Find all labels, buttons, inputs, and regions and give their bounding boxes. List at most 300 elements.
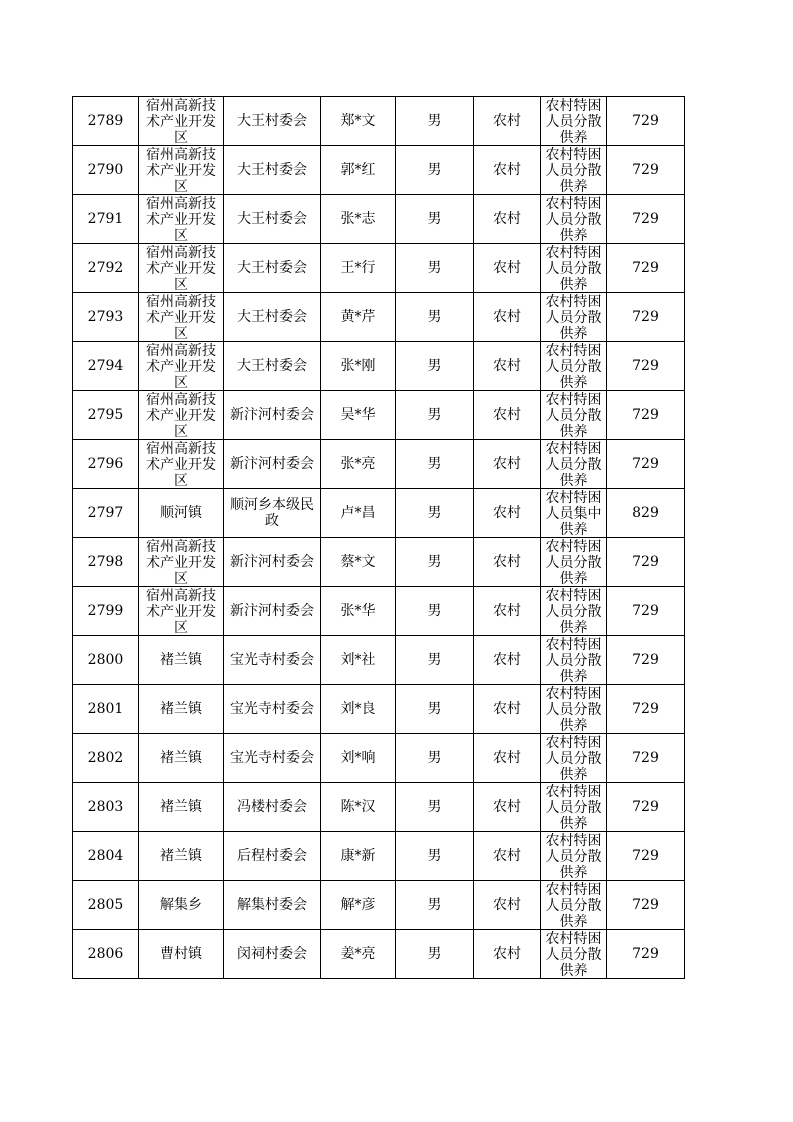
cell-number xyxy=(73,734,139,783)
cell-amount xyxy=(607,538,685,587)
cell-category-text: 农村特困人员分散供养 xyxy=(545,588,602,634)
cell-village-text: 冯楼村委会 xyxy=(237,799,307,815)
cell-town-text: 宿州高新技术产业开发区 xyxy=(146,539,216,585)
cell-town-text: 顺河镇 xyxy=(160,505,202,521)
cell-name xyxy=(321,440,396,489)
cell-gender-text: 男 xyxy=(427,799,442,815)
cell-gender xyxy=(396,97,474,146)
cell-village-text: 新汴河村委会 xyxy=(230,456,314,472)
cell-village-text: 后程村委会 xyxy=(237,848,307,864)
cell-category xyxy=(541,734,607,783)
table-row xyxy=(73,342,685,391)
cell-name xyxy=(321,489,396,538)
cell-village xyxy=(224,97,321,146)
cell-name-text: 张*刚 xyxy=(340,358,376,374)
cell-town-text: 褚兰镇 xyxy=(160,799,202,815)
cell-category xyxy=(541,97,607,146)
cell-amount xyxy=(607,930,685,979)
table-row xyxy=(73,636,685,685)
table-row xyxy=(73,881,685,930)
cell-village-text: 大王村委会 xyxy=(237,260,307,276)
cell-number-text: 2798 xyxy=(87,554,124,570)
cell-gender xyxy=(396,734,474,783)
cell-amount xyxy=(607,244,685,293)
cell-name xyxy=(321,881,396,930)
cell-village xyxy=(224,538,321,587)
cell-number-text: 2803 xyxy=(87,799,124,815)
cell-town xyxy=(139,146,224,195)
cell-number xyxy=(73,440,139,489)
cell-category xyxy=(541,391,607,440)
cell-village-text: 大王村委会 xyxy=(237,211,307,227)
cell-category-text: 农村特困人员分散供养 xyxy=(545,539,602,585)
table-row xyxy=(73,538,685,587)
cell-amount xyxy=(607,293,685,342)
cell-residence xyxy=(474,244,541,293)
cell-residence xyxy=(474,685,541,734)
cell-amount-text: 729 xyxy=(632,162,659,178)
cell-amount xyxy=(607,783,685,832)
table-row xyxy=(73,440,685,489)
table-row xyxy=(73,734,685,783)
cell-number-text: 2794 xyxy=(87,358,124,374)
cell-category-text: 农村特困人员分散供养 xyxy=(545,882,602,928)
cell-category-text: 农村特困人员集中供养 xyxy=(545,490,602,536)
cell-name xyxy=(321,636,396,685)
cell-category xyxy=(541,146,607,195)
cell-number xyxy=(73,783,139,832)
cell-town xyxy=(139,636,224,685)
cell-number xyxy=(73,97,139,146)
cell-residence xyxy=(474,881,541,930)
cell-number xyxy=(73,881,139,930)
cell-gender-text: 男 xyxy=(427,309,442,325)
cell-number-text: 2796 xyxy=(87,456,124,472)
cell-residence xyxy=(474,97,541,146)
cell-amount-text: 729 xyxy=(632,554,659,570)
cell-number-text: 2795 xyxy=(87,407,124,423)
table-row xyxy=(73,146,685,195)
cell-town-text: 宿州高新技术产业开发区 xyxy=(146,588,216,634)
cell-category-text: 农村特困人员分散供养 xyxy=(545,98,602,144)
cell-category xyxy=(541,244,607,293)
cell-gender xyxy=(396,881,474,930)
cell-number xyxy=(73,587,139,636)
table-row xyxy=(73,489,685,538)
cell-town-text: 褚兰镇 xyxy=(160,652,202,668)
cell-village-text: 新汴河村委会 xyxy=(230,554,314,570)
cell-town-text: 解集乡 xyxy=(160,897,202,913)
cell-amount xyxy=(607,342,685,391)
cell-town-text: 宿州高新技术产业开发区 xyxy=(146,147,216,193)
cell-town xyxy=(139,832,224,881)
cell-gender-text: 男 xyxy=(427,211,442,227)
cell-name-text: 郭*红 xyxy=(340,162,376,178)
cell-gender-text: 男 xyxy=(427,358,442,374)
cell-town xyxy=(139,930,224,979)
cell-residence xyxy=(474,342,541,391)
cell-gender-text: 男 xyxy=(427,946,442,962)
cell-amount xyxy=(607,489,685,538)
cell-category xyxy=(541,832,607,881)
cell-amount-text: 729 xyxy=(632,113,659,129)
cell-number-text: 2801 xyxy=(87,701,124,717)
cell-residence xyxy=(474,489,541,538)
cell-town xyxy=(139,685,224,734)
cell-residence-text: 农村 xyxy=(493,946,521,962)
cell-amount xyxy=(607,832,685,881)
cell-amount-text: 729 xyxy=(632,652,659,668)
cell-category-text: 农村特困人员分散供养 xyxy=(545,343,602,389)
cell-village xyxy=(224,244,321,293)
cell-gender xyxy=(396,538,474,587)
cell-gender xyxy=(396,146,474,195)
cell-amount-text: 729 xyxy=(632,848,659,864)
cell-number xyxy=(73,391,139,440)
cell-amount xyxy=(607,440,685,489)
cell-amount xyxy=(607,587,685,636)
cell-residence xyxy=(474,440,541,489)
cell-village-text: 大王村委会 xyxy=(237,162,307,178)
cell-name xyxy=(321,97,396,146)
cell-amount-text: 729 xyxy=(632,358,659,374)
cell-name-text: 郑*文 xyxy=(340,113,376,129)
cell-gender-text: 男 xyxy=(427,505,442,521)
cell-number xyxy=(73,293,139,342)
table-row xyxy=(73,930,685,979)
cell-gender xyxy=(396,930,474,979)
cell-village-text: 大王村委会 xyxy=(237,358,307,374)
cell-number xyxy=(73,146,139,195)
cell-name xyxy=(321,293,396,342)
table-row xyxy=(73,587,685,636)
cell-town xyxy=(139,587,224,636)
cell-village-text: 闵祠村委会 xyxy=(237,946,307,962)
cell-town xyxy=(139,783,224,832)
cell-residence-text: 农村 xyxy=(493,407,521,423)
cell-amount xyxy=(607,391,685,440)
cell-number-text: 2806 xyxy=(87,946,124,962)
cell-village xyxy=(224,146,321,195)
cell-gender xyxy=(396,636,474,685)
cell-gender xyxy=(396,489,474,538)
cell-name-text: 张*亮 xyxy=(340,456,376,472)
cell-residence xyxy=(474,293,541,342)
cell-amount-text: 729 xyxy=(632,603,659,619)
cell-town-text: 褚兰镇 xyxy=(160,848,202,864)
cell-number-text: 2789 xyxy=(87,113,124,129)
cell-town-text: 宿州高新技术产业开发区 xyxy=(146,245,216,291)
cell-village-text: 宝光寺村委会 xyxy=(230,750,314,766)
cell-name-text: 刘*响 xyxy=(340,750,376,766)
cell-town xyxy=(139,440,224,489)
cell-gender-text: 男 xyxy=(427,554,442,570)
cell-town-text: 褚兰镇 xyxy=(160,701,202,717)
cell-residence-text: 农村 xyxy=(493,113,521,129)
cell-amount xyxy=(607,195,685,244)
cell-town-text: 宿州高新技术产业开发区 xyxy=(146,294,216,340)
cell-residence-text: 农村 xyxy=(493,456,521,472)
cell-gender xyxy=(396,195,474,244)
cell-residence-text: 农村 xyxy=(493,799,521,815)
cell-village xyxy=(224,734,321,783)
cell-name-text: 蔡*文 xyxy=(340,554,376,570)
roster-table xyxy=(72,96,685,979)
cell-number xyxy=(73,244,139,293)
cell-category xyxy=(541,587,607,636)
cell-village-text: 解集村委会 xyxy=(237,897,307,913)
cell-gender-text: 男 xyxy=(427,113,442,129)
roster-body xyxy=(73,97,685,979)
cell-gender xyxy=(396,440,474,489)
cell-town xyxy=(139,489,224,538)
cell-name-text: 张*志 xyxy=(340,211,376,227)
table-row xyxy=(73,293,685,342)
cell-residence-text: 农村 xyxy=(493,701,521,717)
cell-category-text: 农村特困人员分散供养 xyxy=(545,147,602,193)
cell-village-text: 大王村委会 xyxy=(237,113,307,129)
cell-category-text: 农村特困人员分散供养 xyxy=(545,637,602,683)
cell-village xyxy=(224,930,321,979)
cell-village xyxy=(224,293,321,342)
cell-village xyxy=(224,489,321,538)
cell-name xyxy=(321,685,396,734)
cell-category xyxy=(541,881,607,930)
cell-number-text: 2802 xyxy=(87,750,124,766)
cell-village xyxy=(224,832,321,881)
cell-number xyxy=(73,195,139,244)
cell-town-text: 褚兰镇 xyxy=(160,750,202,766)
cell-gender xyxy=(396,587,474,636)
cell-amount xyxy=(607,881,685,930)
cell-amount xyxy=(607,636,685,685)
cell-category xyxy=(541,293,607,342)
cell-name-text: 解*彦 xyxy=(340,897,376,913)
cell-town xyxy=(139,734,224,783)
cell-number-text: 2804 xyxy=(87,848,124,864)
cell-category-text: 农村特困人员分散供养 xyxy=(545,245,602,291)
cell-number xyxy=(73,636,139,685)
cell-residence-text: 农村 xyxy=(493,211,521,227)
table-row xyxy=(73,195,685,244)
cell-village xyxy=(224,342,321,391)
cell-amount-text: 729 xyxy=(632,309,659,325)
cell-number-text: 2800 xyxy=(87,652,124,668)
cell-category xyxy=(541,195,607,244)
cell-town-text: 宿州高新技术产业开发区 xyxy=(146,343,216,389)
cell-town xyxy=(139,342,224,391)
cell-town xyxy=(139,293,224,342)
cell-gender xyxy=(396,832,474,881)
cell-town xyxy=(139,538,224,587)
cell-name xyxy=(321,930,396,979)
cell-gender-text: 男 xyxy=(427,456,442,472)
cell-name xyxy=(321,734,396,783)
cell-gender-text: 男 xyxy=(427,701,442,717)
cell-category xyxy=(541,342,607,391)
cell-town xyxy=(139,244,224,293)
cell-residence-text: 农村 xyxy=(493,260,521,276)
cell-name xyxy=(321,832,396,881)
cell-residence xyxy=(474,832,541,881)
cell-name-text: 陈*汉 xyxy=(340,799,376,815)
cell-residence-text: 农村 xyxy=(493,554,521,570)
cell-town-text: 宿州高新技术产业开发区 xyxy=(146,441,216,487)
cell-village-text: 新汴河村委会 xyxy=(230,407,314,423)
cell-residence-text: 农村 xyxy=(493,750,521,766)
cell-number xyxy=(73,342,139,391)
cell-town xyxy=(139,97,224,146)
cell-name xyxy=(321,195,396,244)
table-row xyxy=(73,244,685,293)
cell-residence-text: 农村 xyxy=(493,848,521,864)
cell-town xyxy=(139,195,224,244)
cell-village xyxy=(224,440,321,489)
cell-name-text: 刘*良 xyxy=(340,701,376,717)
cell-residence-text: 农村 xyxy=(493,652,521,668)
cell-town-text: 曹村镇 xyxy=(160,946,202,962)
cell-amount-text: 729 xyxy=(632,701,659,717)
cell-gender xyxy=(396,685,474,734)
cell-number-text: 2793 xyxy=(87,309,124,325)
cell-residence xyxy=(474,587,541,636)
cell-name-text: 康*新 xyxy=(340,848,376,864)
table-row xyxy=(73,783,685,832)
cell-category xyxy=(541,440,607,489)
cell-category-text: 农村特困人员分散供养 xyxy=(545,441,602,487)
cell-category xyxy=(541,538,607,587)
cell-category-text: 农村特困人员分散供养 xyxy=(545,686,602,732)
cell-residence-text: 农村 xyxy=(493,162,521,178)
cell-number xyxy=(73,832,139,881)
cell-amount-text: 729 xyxy=(632,897,659,913)
cell-category-text: 农村特困人员分散供养 xyxy=(545,931,602,977)
cell-number-text: 2791 xyxy=(87,211,124,227)
cell-residence-text: 农村 xyxy=(493,505,521,521)
cell-gender xyxy=(396,293,474,342)
cell-gender-text: 男 xyxy=(427,848,442,864)
cell-town xyxy=(139,881,224,930)
cell-residence xyxy=(474,195,541,244)
cell-category-text: 农村特困人员分散供养 xyxy=(545,196,602,242)
cell-number-text: 2792 xyxy=(87,260,124,276)
cell-name-text: 王*行 xyxy=(340,260,376,276)
cell-category-text: 农村特困人员分散供养 xyxy=(545,784,602,830)
cell-gender-text: 男 xyxy=(427,897,442,913)
cell-residence-text: 农村 xyxy=(493,358,521,374)
cell-residence xyxy=(474,391,541,440)
cell-amount-text: 829 xyxy=(632,505,659,521)
cell-town-text: 宿州高新技术产业开发区 xyxy=(146,98,216,144)
cell-category xyxy=(541,930,607,979)
cell-name-text: 刘*社 xyxy=(340,652,376,668)
cell-residence xyxy=(474,930,541,979)
cell-gender xyxy=(396,244,474,293)
cell-name xyxy=(321,244,396,293)
cell-amount xyxy=(607,97,685,146)
cell-name-text: 张*华 xyxy=(340,603,376,619)
cell-village-text: 宝光寺村委会 xyxy=(230,652,314,668)
cell-village xyxy=(224,685,321,734)
cell-name-text: 吴*华 xyxy=(340,407,376,423)
cell-category-text: 农村特困人员分散供养 xyxy=(545,392,602,438)
cell-name xyxy=(321,146,396,195)
cell-number-text: 2790 xyxy=(87,162,124,178)
cell-name xyxy=(321,342,396,391)
cell-name xyxy=(321,391,396,440)
cell-amount-text: 729 xyxy=(632,799,659,815)
cell-number-text: 2797 xyxy=(87,505,124,521)
cell-residence-text: 农村 xyxy=(493,603,521,619)
cell-gender-text: 男 xyxy=(427,162,442,178)
cell-category-text: 农村特困人员分散供养 xyxy=(545,294,602,340)
cell-residence xyxy=(474,783,541,832)
cell-village-text: 顺河乡本级民政 xyxy=(230,497,314,529)
cell-category-text: 农村特困人员分散供养 xyxy=(545,735,602,781)
cell-number xyxy=(73,685,139,734)
cell-number-text: 2799 xyxy=(87,603,124,619)
cell-amount-text: 729 xyxy=(632,456,659,472)
cell-gender-text: 男 xyxy=(427,603,442,619)
cell-town xyxy=(139,391,224,440)
cell-village xyxy=(224,636,321,685)
cell-village xyxy=(224,587,321,636)
cell-village xyxy=(224,881,321,930)
cell-gender-text: 男 xyxy=(427,750,442,766)
cell-village-text: 宝光寺村委会 xyxy=(230,701,314,717)
cell-amount xyxy=(607,685,685,734)
cell-number-text: 2805 xyxy=(87,897,124,913)
cell-amount xyxy=(607,146,685,195)
table-row xyxy=(73,391,685,440)
cell-amount xyxy=(607,734,685,783)
cell-category-text: 农村特困人员分散供养 xyxy=(545,833,602,879)
cell-name xyxy=(321,587,396,636)
cell-village xyxy=(224,195,321,244)
cell-amount-text: 729 xyxy=(632,260,659,276)
cell-residence xyxy=(474,636,541,685)
cell-village xyxy=(224,391,321,440)
cell-amount-text: 729 xyxy=(632,946,659,962)
table-row xyxy=(73,832,685,881)
cell-residence xyxy=(474,734,541,783)
cell-residence xyxy=(474,538,541,587)
cell-town-text: 宿州高新技术产业开发区 xyxy=(146,392,216,438)
cell-gender-text: 男 xyxy=(427,652,442,668)
cell-residence xyxy=(474,146,541,195)
cell-number xyxy=(73,538,139,587)
cell-category xyxy=(541,489,607,538)
cell-town-text: 宿州高新技术产业开发区 xyxy=(146,196,216,242)
cell-gender-text: 男 xyxy=(427,260,442,276)
cell-name-text: 姜*亮 xyxy=(340,946,376,962)
cell-village-text: 新汴河村委会 xyxy=(230,603,314,619)
cell-number xyxy=(73,930,139,979)
cell-amount-text: 729 xyxy=(632,211,659,227)
cell-gender xyxy=(396,342,474,391)
cell-category xyxy=(541,685,607,734)
cell-residence-text: 农村 xyxy=(493,897,521,913)
cell-amount-text: 729 xyxy=(632,750,659,766)
cell-village xyxy=(224,783,321,832)
cell-residence-text: 农村 xyxy=(493,309,521,325)
cell-name xyxy=(321,783,396,832)
table-row xyxy=(73,685,685,734)
cell-village-text: 大王村委会 xyxy=(237,309,307,325)
cell-amount-text: 729 xyxy=(632,407,659,423)
cell-number xyxy=(73,489,139,538)
cell-name xyxy=(321,538,396,587)
